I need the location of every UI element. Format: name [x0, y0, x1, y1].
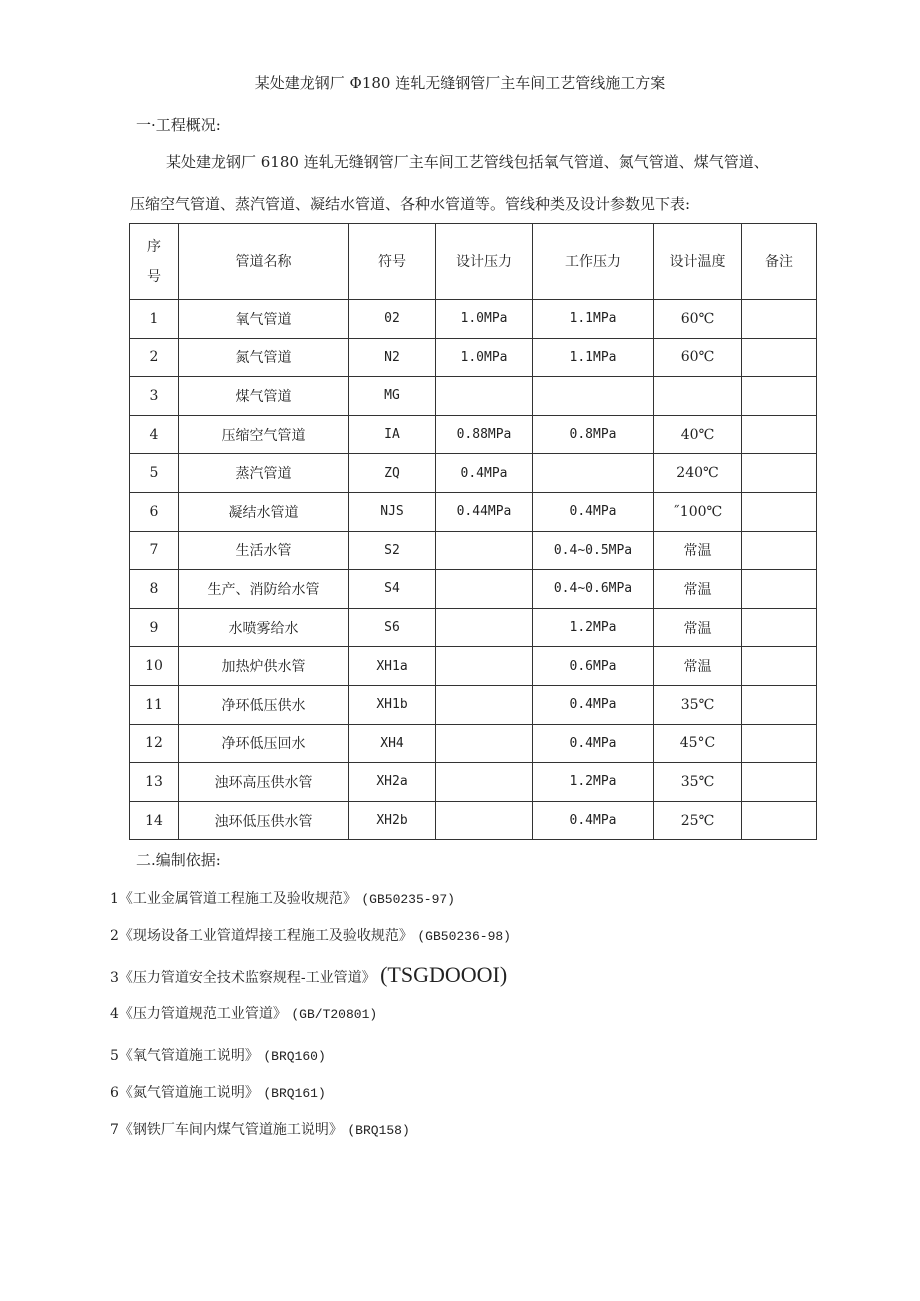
cell-design-temperature: 40℃: [654, 415, 742, 454]
cell-remark: [742, 300, 817, 339]
cell-pipe-name: 氮气管道: [179, 338, 349, 377]
cell-symbol: S2: [349, 531, 436, 570]
cell-design-pressure: [436, 801, 533, 840]
cell-seq: 3: [130, 377, 179, 416]
section-2-heading: 二.编制依据:: [136, 851, 221, 869]
reference-item: [110, 1045, 326, 1065]
header-remark: 备注: [742, 224, 817, 300]
table-row: [130, 647, 817, 686]
cell-working-pressure: 0.4~0.5MPa: [533, 531, 654, 570]
cell-design-pressure: 0.44MPa: [436, 492, 533, 531]
cell-pipe-name: 生产、消防给水管: [179, 570, 349, 609]
cell-remark: [742, 415, 817, 454]
header-design-temperature: 设计温度: [654, 224, 742, 300]
table-row: [130, 300, 817, 339]
cell-design-pressure: 1.0MPa: [436, 300, 533, 339]
cell-design-pressure: [436, 570, 533, 609]
reference-title: 7《钢铁厂车间内煤气管道施工说明》: [110, 1122, 343, 1138]
cell-seq: 2: [130, 338, 179, 377]
cell-design-pressure: [436, 647, 533, 686]
cell-design-temperature: [654, 377, 742, 416]
cell-working-pressure: 0.4MPa: [533, 685, 654, 724]
cell-remark: [742, 801, 817, 840]
reference-code: (GB/T20801): [291, 1007, 378, 1022]
table-row: [130, 338, 817, 377]
cell-symbol: 02: [349, 300, 436, 339]
cell-working-pressure: [533, 377, 654, 416]
cell-remark: [742, 377, 817, 416]
cell-working-pressure: 0.4MPa: [533, 724, 654, 763]
cell-remark: [742, 647, 817, 686]
cell-symbol: S6: [349, 608, 436, 647]
cell-seq: 4: [130, 415, 179, 454]
reference-title: 2《现场设备工业管道焊接工程施工及验收规范》: [110, 928, 413, 944]
table-row: [130, 570, 817, 609]
cell-seq: 7: [130, 531, 179, 570]
cell-design-temperature: 35℃: [654, 763, 742, 802]
reference-title: 4《压力管道规范工业管道》: [110, 1006, 287, 1022]
cell-symbol: MG: [349, 377, 436, 416]
header-pipe-name: 管道名称: [179, 224, 349, 300]
cell-remark: [742, 570, 817, 609]
cell-remark: [742, 608, 817, 647]
table-row: [130, 415, 817, 454]
cell-seq: 14: [130, 801, 179, 840]
table-row: [130, 763, 817, 802]
cell-design-temperature: 常温: [654, 531, 742, 570]
header-seq-top: 序: [147, 238, 161, 255]
cell-design-pressure: 0.4MPa: [436, 454, 533, 493]
cell-pipe-name: 蒸汽管道: [179, 454, 349, 493]
reference-item: [110, 888, 455, 908]
reference-title: 1《工业金属管道工程施工及验收规范》: [110, 891, 357, 907]
table-row: [130, 377, 817, 416]
reference-code: (GB50235-97): [361, 892, 455, 907]
cell-pipe-name: 净环低压供水: [179, 685, 349, 724]
cell-working-pressure: 0.4MPa: [533, 801, 654, 840]
cell-pipe-name: 煤气管道: [179, 377, 349, 416]
cell-working-pressure: 0.4MPa: [533, 492, 654, 531]
cell-pipe-name: 氧气管道: [179, 300, 349, 339]
header-symbol: 符号: [349, 224, 436, 300]
cell-seq: 1: [130, 300, 179, 339]
table-row: [130, 454, 817, 493]
cell-pipe-name: 净环低压回水: [179, 724, 349, 763]
cell-seq: 10: [130, 647, 179, 686]
reference-item: [110, 962, 507, 988]
cell-pipe-name: 凝结水管道: [179, 492, 349, 531]
reference-title: 5《氧气管道施工说明》: [110, 1048, 259, 1064]
cell-remark: [742, 492, 817, 531]
cell-design-temperature: 常温: [654, 647, 742, 686]
reference-code: (BRQ158): [347, 1123, 410, 1138]
cell-seq: 12: [130, 724, 179, 763]
cell-design-pressure: [436, 724, 533, 763]
document-title: 某处建龙钢厂 Φ180 连轧无缝钢管厂主车间工艺管线施工方案: [254, 74, 666, 92]
header-seq: [130, 224, 179, 300]
cell-pipe-name: 压缩空气管道: [179, 415, 349, 454]
cell-design-pressure: [436, 608, 533, 647]
cell-remark: [742, 531, 817, 570]
cell-seq: 8: [130, 570, 179, 609]
table-row: [130, 801, 817, 840]
cell-symbol: XH2a: [349, 763, 436, 802]
cell-design-pressure: [436, 685, 533, 724]
cell-working-pressure: 0.8MPa: [533, 415, 654, 454]
cell-pipe-name: 浊环低压供水管: [179, 801, 349, 840]
header-seq-bottom: 号: [147, 268, 161, 285]
reference-title: 3《压力管道安全技术监察规程-工业管道》: [110, 970, 376, 986]
reference-item: [110, 1082, 326, 1102]
cell-remark: [742, 724, 817, 763]
cell-symbol: NJS: [349, 492, 436, 531]
cell-working-pressure: 1.2MPa: [533, 763, 654, 802]
cell-pipe-name: 浊环高压供水管: [179, 763, 349, 802]
reference-item: [110, 1003, 377, 1023]
cell-design-temperature: 60℃: [654, 338, 742, 377]
reference-title: 6《氮气管道施工说明》: [110, 1085, 259, 1101]
cell-working-pressure: 0.6MPa: [533, 647, 654, 686]
cell-working-pressure: 1.1MPa: [533, 300, 654, 339]
table-header-row: [130, 224, 817, 300]
cell-design-temperature: 240℃: [654, 454, 742, 493]
reference-item: [110, 925, 511, 945]
cell-symbol: ZQ: [349, 454, 436, 493]
cell-remark: [742, 685, 817, 724]
reference-code: (BRQ161): [263, 1086, 326, 1101]
cell-working-pressure: 1.2MPa: [533, 608, 654, 647]
cell-symbol: XH4: [349, 724, 436, 763]
cell-remark: [742, 763, 817, 802]
header-design-pressure: 设计压力: [436, 224, 533, 300]
table-row: [130, 531, 817, 570]
cell-remark: [742, 454, 817, 493]
cell-symbol: S4: [349, 570, 436, 609]
cell-symbol: IA: [349, 415, 436, 454]
cell-working-pressure: 0.4~0.6MPa: [533, 570, 654, 609]
cell-symbol: XH1b: [349, 685, 436, 724]
table-row: [130, 492, 817, 531]
cell-seq: 9: [130, 608, 179, 647]
cell-working-pressure: [533, 454, 654, 493]
reference-item: [110, 1119, 410, 1139]
cell-seq: 13: [130, 763, 179, 802]
cell-design-pressure: [436, 763, 533, 802]
table-row: [130, 685, 817, 724]
cell-design-temperature: 60℃: [654, 300, 742, 339]
table-row: [130, 608, 817, 647]
intro-paragraph-line-2: 压缩空气管道、蒸汽管道、凝结水管道、各种水管道等。管线种类及设计参数见下表:: [130, 195, 691, 213]
cell-seq: 6: [130, 492, 179, 531]
intro-paragraph-line-1: 某处建龙钢厂 6180 连轧无缝钢管厂主车间工艺管线包括氧气管道、氮气管道、煤气管道、: [166, 153, 769, 171]
cell-design-temperature: 25℃: [654, 801, 742, 840]
cell-seq: 5: [130, 454, 179, 493]
reference-code: (TSGDOOOI): [380, 962, 508, 987]
cell-pipe-name: 加热炉供水管: [179, 647, 349, 686]
cell-design-pressure: [436, 531, 533, 570]
cell-design-temperature: 45°C: [654, 724, 742, 763]
table-body: [130, 300, 817, 840]
cell-design-temperature: 常温: [654, 608, 742, 647]
cell-design-temperature: ˝100℃: [654, 492, 742, 531]
table-row: [130, 724, 817, 763]
cell-seq: 11: [130, 685, 179, 724]
cell-symbol: XH2b: [349, 801, 436, 840]
cell-pipe-name: 生活水管: [179, 531, 349, 570]
pipeline-parameters-table: [129, 223, 817, 840]
section-1-heading: 一·工程概况:: [136, 116, 221, 134]
cell-symbol: XH1a: [349, 647, 436, 686]
header-working-pressure: 工作压力: [533, 224, 654, 300]
cell-design-temperature: 35℃: [654, 685, 742, 724]
cell-design-pressure: 1.0MPa: [436, 338, 533, 377]
cell-design-pressure: [436, 377, 533, 416]
cell-working-pressure: 1.1MPa: [533, 338, 654, 377]
reference-code: (GB50236-98): [417, 929, 511, 944]
cell-design-pressure: 0.88MPa: [436, 415, 533, 454]
reference-code: (BRQ160): [263, 1049, 326, 1064]
cell-remark: [742, 338, 817, 377]
cell-pipe-name: 水喷雾给水: [179, 608, 349, 647]
cell-symbol: N2: [349, 338, 436, 377]
cell-design-temperature: 常温: [654, 570, 742, 609]
